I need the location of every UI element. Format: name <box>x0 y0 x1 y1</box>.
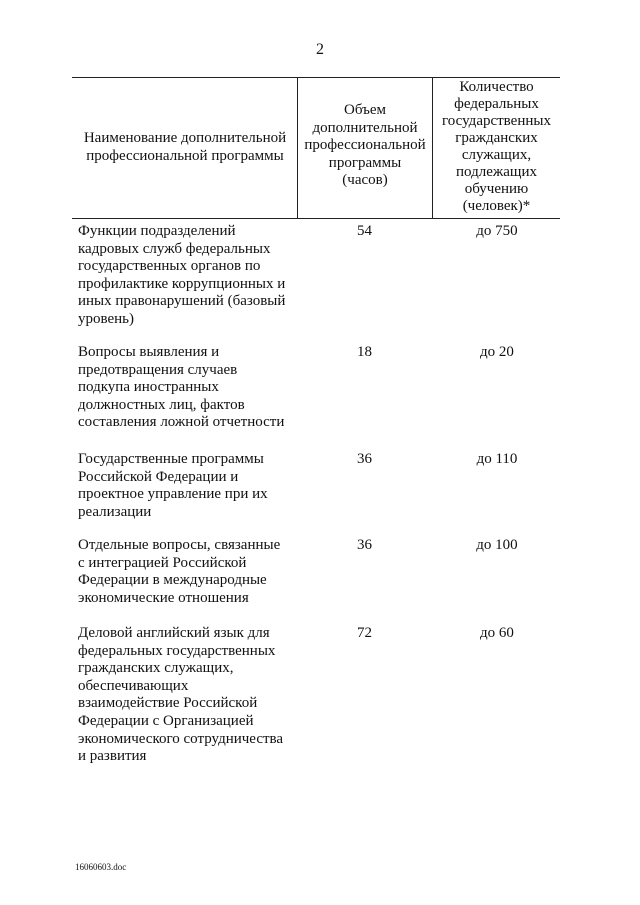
program-name-line: Федерации в международные <box>78 572 267 589</box>
table-rule-top <box>72 77 560 78</box>
row-2-program-name <box>78 344 294 432</box>
program-name-line: иных правонарушений (базовый <box>78 293 286 310</box>
header-line: дополнительной <box>312 119 418 136</box>
row-5-people: до 60 <box>480 625 514 641</box>
program-name-line: предотвращения случаев <box>78 361 238 378</box>
row-4-program-name <box>78 537 294 607</box>
program-name-line: Деловой английский язык для <box>78 625 270 641</box>
program-name-line: экономические отношения <box>78 589 249 606</box>
header-line: профессиональной <box>304 137 426 154</box>
row-3-hours: 36 <box>357 451 372 467</box>
program-name-line: и развития <box>78 748 147 765</box>
header-line: гражданских <box>455 130 538 146</box>
row-4-people: до 100 <box>476 537 518 553</box>
program-name-line: Государственные программы <box>78 451 264 467</box>
header-program-name <box>74 129 296 165</box>
program-name-line: уровень) <box>78 310 135 327</box>
row-2-people: до 20 <box>480 344 514 360</box>
footer-filename: 16060603.doc <box>75 862 127 872</box>
header-program-hours <box>298 102 432 190</box>
program-name-line: профилактике коррупционных и <box>78 275 286 292</box>
row-1-people: до 750 <box>476 223 518 239</box>
header-people-count <box>433 79 560 215</box>
program-name-line: гражданских служащих, <box>78 660 234 677</box>
row-1-program-name <box>78 223 294 329</box>
row-2-hours: 18 <box>357 344 372 360</box>
program-name-line: должностных лиц, фактов <box>78 396 245 413</box>
header-line: подлежащих <box>456 164 537 180</box>
header-line: (часов) <box>342 172 388 189</box>
program-name-line: реализации <box>78 503 152 520</box>
header-line: Количество <box>459 79 534 95</box>
program-name-line: федеральных государственных <box>78 642 276 659</box>
program-name-line: взаимодействие Российской <box>78 695 258 712</box>
program-name-line: экономического сотрудничества <box>78 730 284 747</box>
header-line: служащих, <box>461 147 532 163</box>
program-name-line: Функции подразделений <box>78 223 236 239</box>
header-line: обучению <box>464 181 529 197</box>
program-name-line: государственных органов по <box>78 258 261 275</box>
header-line: Наименование дополнительной <box>83 130 287 146</box>
program-name-line: кадровых служб федеральных <box>78 240 271 257</box>
header-line: (человек)* <box>462 198 531 214</box>
program-name-line: проектное управление при их <box>78 486 268 503</box>
program-name-line: подкупа иностранных <box>78 379 219 396</box>
row-5-hours: 72 <box>357 625 372 641</box>
header-line: государственных <box>442 113 551 129</box>
program-name-line: с интеграцией Российской <box>78 554 247 571</box>
row-5-program-name <box>78 625 294 766</box>
program-name-line: Вопросы выявления и <box>78 344 220 360</box>
row-4-hours: 36 <box>357 537 372 553</box>
table-rule-header-bottom <box>72 218 560 219</box>
row-1-hours: 54 <box>357 223 372 239</box>
page-number: 2 <box>316 41 324 58</box>
program-name-line: обеспечивающих <box>78 677 189 694</box>
program-name-line: Федерации с Организацией <box>78 712 254 729</box>
row-3-program-name <box>78 451 294 521</box>
header-line: Объем <box>344 102 386 118</box>
program-name-line: составления ложной отчетности <box>78 414 285 431</box>
row-3-people: до 110 <box>476 451 518 467</box>
program-name-line: Российской Федерации и <box>78 468 239 485</box>
header-line: программы <box>328 154 402 171</box>
header-line: профессиональной программы <box>86 148 284 164</box>
program-name-line: Отдельные вопросы, связанные <box>78 537 281 553</box>
header-line: федеральных <box>454 96 539 112</box>
